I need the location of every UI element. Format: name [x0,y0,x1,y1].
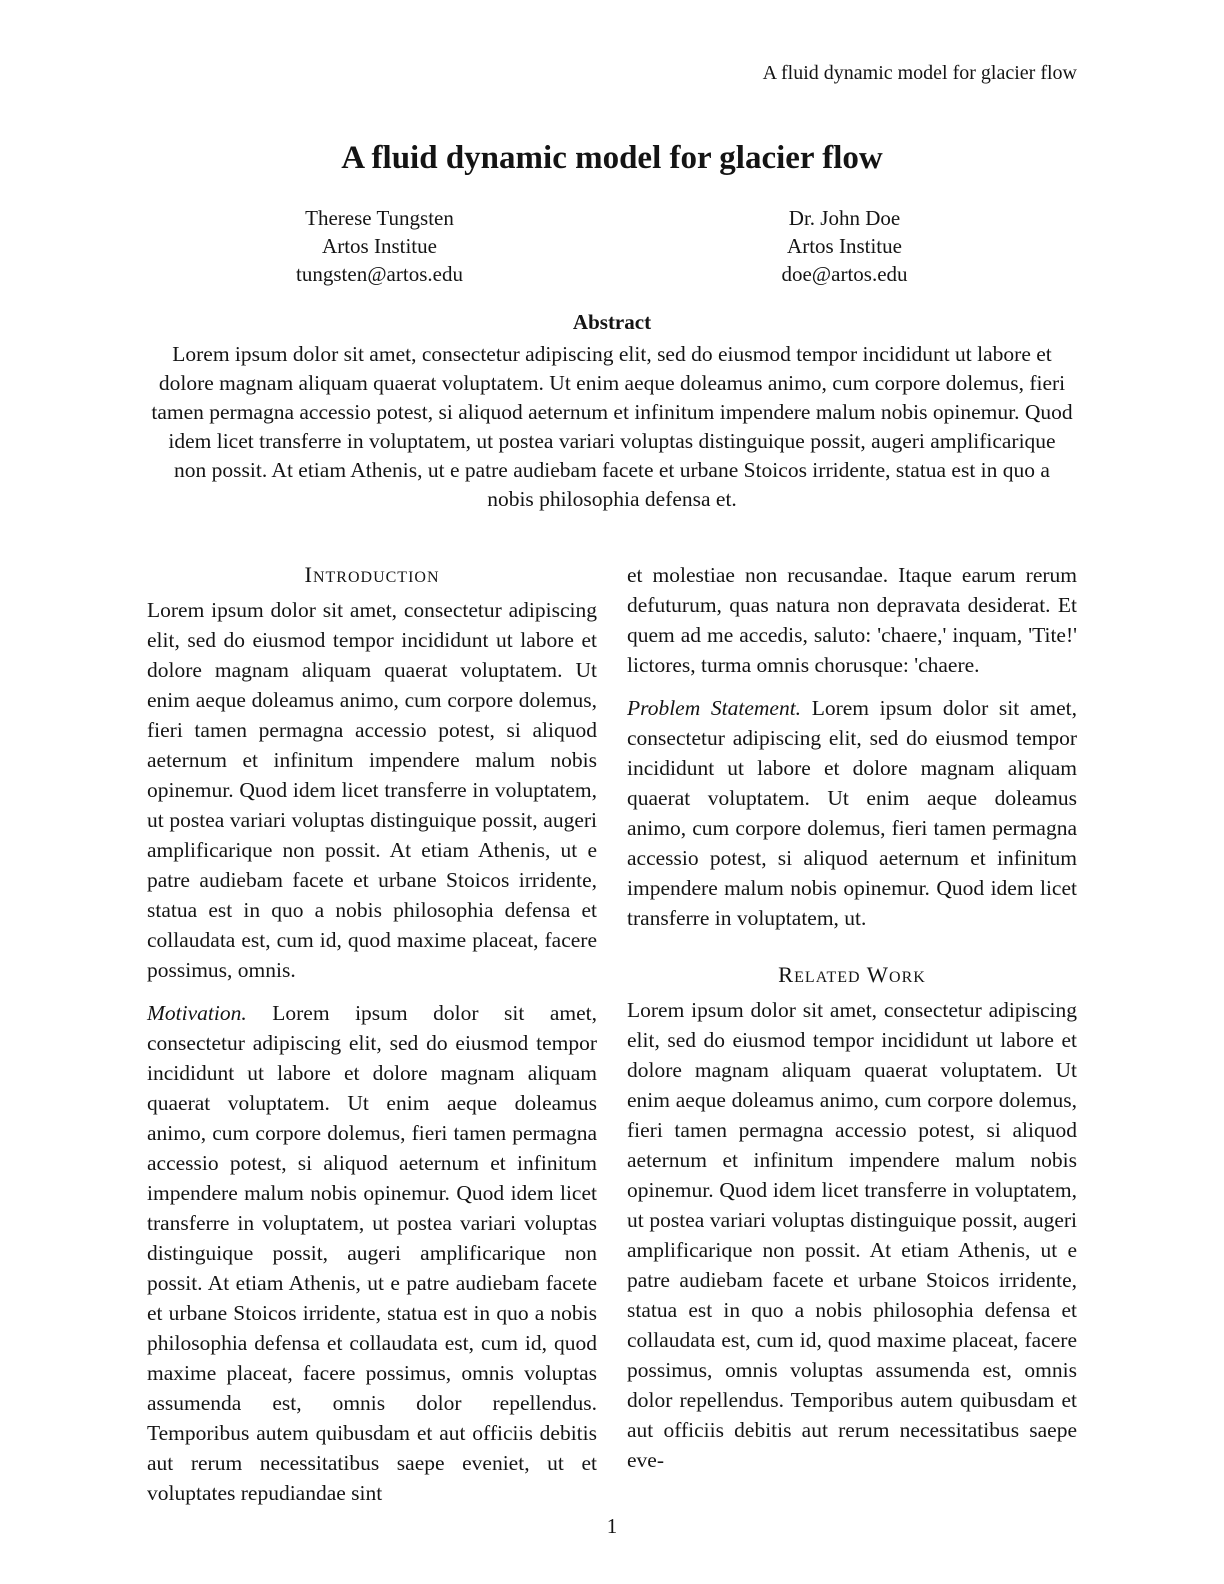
paragraph: Lorem ipsum dolor sit amet, consectetur adipiscing elit, sed do eiusmod tempor incididunt ut labore et dolore magnam aliquam quaerat voluptatem. Ut enim aeque doleamus animo, cum corpore dolemus, fieri tamen permagna accessio potest, si aliquod aeternum et infinitum impendere malum nobis opinemur. Quod idem licet transferre in voluptatem, ut postea variari voluptas distinguique possit, augeri amplificarique non possit. At etiam Athenis, ut e patre audiebam facete et urbane Stoicos irridente, statua est in quo a nobis philosophia defensa et collaudata est, cum id, quod maxime placeat, facere possimus, omnis. [147,598,597,982]
left-column [147,560,597,1521]
author-email: doe@artos.edu [781,262,908,286]
section-heading-introduction: Introduction [304,562,440,587]
paragraph [627,693,1077,933]
paragraph: Lorem ipsum dolor sit amet, consectetur adipiscing elit, sed do eiusmod tempor incididunt ut labore et dolore magnam aliquam quaerat voluptatem. Ut enim aeque doleamus animo, cum corpore dolemus, fieri tamen permagna accessio potest, si aliquod aeternum et infinitum impendere malum nobis opinemur. Quod idem licet transferre in voluptatem, ut postea variari voluptas distinguique possit, augeri amplificarique non possit. At etiam Athenis, ut e patre audiebam facete et urbane Stoicos irridente, statua est in quo a nobis philosophia defensa et collaudata est, cum id, quod maxime placeat, facere possimus, omnis voluptas assumenda est, omnis dolor repellendus. Temporibus autem quibusdam et aut officiis debitis aut rerum necessitatibus saepe eve- [627,998,1077,1472]
right-column [627,560,1077,1521]
paragraph-text: Lorem ipsum dolor sit amet, consectetur adipiscing elit, sed do eiusmod tempor incididunt ut labore et dolore magnam aliquam quaerat voluptatem. Ut enim aeque doleamus animo, cum corpore dolemus, fieri tamen permagna accessio potest, si aliquod aeternum et infinitum impendere malum nobis opinemur. Quod idem licet transferre in voluptatem, ut. [627,696,1078,930]
author-block [147,204,1077,288]
author-email: tungsten@artos.edu [296,262,463,286]
abstract-section [147,310,1077,514]
abstract-text: Lorem ipsum dolor sit amet, consectetur adipiscing elit, sed do eiusmod tempor incididunt ut labore et dolore magnam aliquam quaerat voluptatem. Ut enim aeque doleamus animo, cum corpore dolemus, fieri tamen permagna accessio potest, si aliquod aeternum et infinitum impendere malum nobis opinemur. Quod idem licet transferre in voluptatem, ut postea variari voluptas distinguique possit, augeri amplificarique non possit. At etiam Athenis, ut e patre audiebam facete et urbane Stoicos irridente, statua est in quo a nobis philosophia defensa et. [151,342,1073,511]
body-columns [147,560,1077,1521]
author-name: Dr. John Doe [788,206,901,230]
paragraph: et molestiae non recusandae. Itaque earum rerum defuturum, quas natura non depravata desiderat. Et quem ad me accedis, saluto: 'chaere,' inquam, 'Tite!' lictores, turma omnis chorusque: 'chaere. [627,563,1077,677]
running-head: A fluid dynamic model for glacier flow [762,62,1077,84]
author-name: Therese Tungsten [305,206,454,230]
author-2 [612,204,1077,288]
author-affiliation: Artos Institue [787,234,902,258]
section-heading-related-work: Related Work [778,962,926,987]
abstract-heading: Abstract [572,310,652,334]
page-number: 1 [606,1514,618,1538]
paragraph-lead-motivation: Motivation. [147,1001,247,1025]
paragraph [147,998,597,1508]
paper-title: A fluid dynamic model for glacier flow [341,140,883,176]
paragraph-text: Lorem ipsum dolor sit amet, consectetur adipiscing elit, sed do eiusmod tempor incididunt ut labore et dolore magnam aliquam quaerat voluptatem. Ut enim aeque doleamus animo, cum corpore dolemus, fieri tamen permagna accessio potest, si aliquod aeternum et infinitum impendere malum nobis opinemur. Quod idem licet transferre in voluptatem, ut postea variari voluptas distinguique possit, augeri amplificarique non possit. At etiam Athenis, ut e patre audiebam facete et urbane Stoicos irridente, statua est in quo a nobis philosophia defensa et collaudata est, cum id, quod maxime placeat, facere possimus, omnis voluptas assumenda est, omnis dolor repellendus. Temporibus autem quibusdam et aut officiis debitis aut rerum necessitatibus saepe eveniet, ut et voluptates repudiandae sint [147,1001,598,1505]
author-affiliation: Artos Institue [322,234,437,258]
author-1 [147,204,612,288]
paragraph-lead-problem-statement: Problem Statement. [627,696,802,720]
